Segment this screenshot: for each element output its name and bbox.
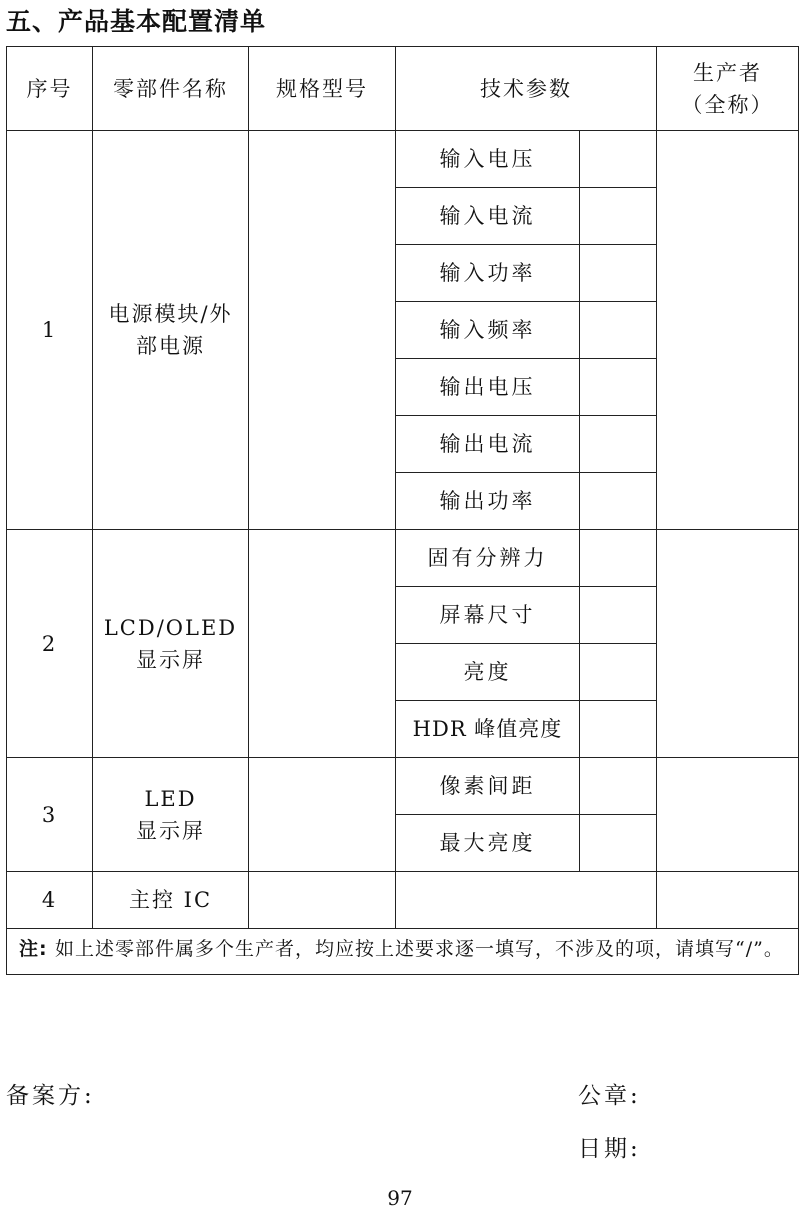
param-value-cell[interactable] bbox=[580, 587, 657, 644]
component-name bbox=[93, 131, 249, 530]
model-cell[interactable] bbox=[249, 131, 396, 530]
param-value-cell[interactable] bbox=[396, 872, 657, 929]
component-name-line: 部电源 bbox=[136, 334, 205, 358]
param-label: 输入电压 bbox=[396, 131, 580, 188]
param-value-cell[interactable] bbox=[580, 473, 657, 530]
maker-cell[interactable] bbox=[657, 758, 799, 872]
param-value-cell[interactable] bbox=[580, 302, 657, 359]
maker-cell[interactable] bbox=[657, 131, 799, 530]
param-label: 输出功率 bbox=[396, 473, 580, 530]
model-cell[interactable] bbox=[249, 530, 396, 758]
param-label: 输入功率 bbox=[396, 245, 580, 302]
param-label: 输出电流 bbox=[396, 416, 580, 473]
seal-label: 公章: bbox=[578, 1083, 641, 1109]
note-cell bbox=[7, 929, 799, 975]
filer-label: 备案方: bbox=[6, 1083, 95, 1109]
param-label: 固有分辨力 bbox=[396, 530, 580, 587]
header-component: 零部件名称 bbox=[93, 47, 249, 131]
table-row bbox=[7, 530, 799, 587]
maker-cell[interactable] bbox=[657, 530, 799, 758]
header-maker bbox=[657, 47, 799, 131]
param-label: 最大亮度 bbox=[396, 815, 580, 872]
param-label: 输出电压 bbox=[396, 359, 580, 416]
page-title: 五、产品基本配置清单 bbox=[6, 7, 267, 36]
component-name: 主控 IC bbox=[93, 872, 249, 929]
component-name bbox=[93, 758, 249, 872]
row-index: 4 bbox=[7, 872, 93, 929]
model-cell[interactable] bbox=[249, 758, 396, 872]
param-value-cell[interactable] bbox=[580, 644, 657, 701]
component-name bbox=[93, 530, 249, 758]
header-row bbox=[7, 47, 799, 131]
param-label: 输入电流 bbox=[396, 188, 580, 245]
param-value-cell[interactable] bbox=[580, 530, 657, 587]
param-value-cell[interactable] bbox=[580, 758, 657, 815]
header-maker-line1: 生产者 bbox=[693, 60, 762, 85]
component-name-line: 显示屏 bbox=[136, 818, 205, 843]
component-name-line: 电源模块/外 bbox=[108, 302, 233, 326]
param-value-cell[interactable] bbox=[580, 701, 657, 758]
page-number: 97 bbox=[387, 1186, 413, 1210]
date-label: 日期: bbox=[578, 1136, 641, 1162]
param-label: 亮度 bbox=[396, 644, 580, 701]
param-value-cell[interactable] bbox=[580, 416, 657, 473]
param-label: 像素间距 bbox=[396, 758, 580, 815]
param-value-cell[interactable] bbox=[580, 245, 657, 302]
row-index: 3 bbox=[7, 758, 93, 872]
component-name-line: 显示屏 bbox=[136, 647, 205, 672]
component-name-line: LCD/OLED bbox=[103, 615, 238, 640]
param-value-cell[interactable] bbox=[580, 815, 657, 872]
row-index: 2 bbox=[7, 530, 93, 758]
note-text: 如上述零部件属多个生产者，均应按上述要求逐一填写，不涉及的项，请填写“/”。 bbox=[55, 938, 784, 960]
component-name-line: LED bbox=[144, 786, 197, 811]
header-maker-line2: （全称） bbox=[681, 92, 774, 117]
header-index: 序号 bbox=[7, 47, 93, 131]
row-index: 1 bbox=[7, 131, 93, 530]
param-label: 屏幕尺寸 bbox=[396, 587, 580, 644]
table-row bbox=[7, 758, 799, 815]
table-row bbox=[7, 872, 799, 929]
maker-cell[interactable] bbox=[657, 872, 799, 929]
param-value-cell[interactable] bbox=[580, 359, 657, 416]
note-label: 注: bbox=[19, 938, 48, 960]
param-label: 输入频率 bbox=[396, 302, 580, 359]
table-row bbox=[7, 131, 799, 188]
param-label: HDR 峰值亮度 bbox=[396, 701, 580, 758]
config-table bbox=[6, 46, 799, 975]
model-cell[interactable] bbox=[249, 872, 396, 929]
header-params: 技术参数 bbox=[396, 47, 657, 131]
param-value-cell[interactable] bbox=[580, 131, 657, 188]
note-row bbox=[7, 929, 799, 975]
header-model: 规格型号 bbox=[249, 47, 396, 131]
param-value-cell[interactable] bbox=[580, 188, 657, 245]
